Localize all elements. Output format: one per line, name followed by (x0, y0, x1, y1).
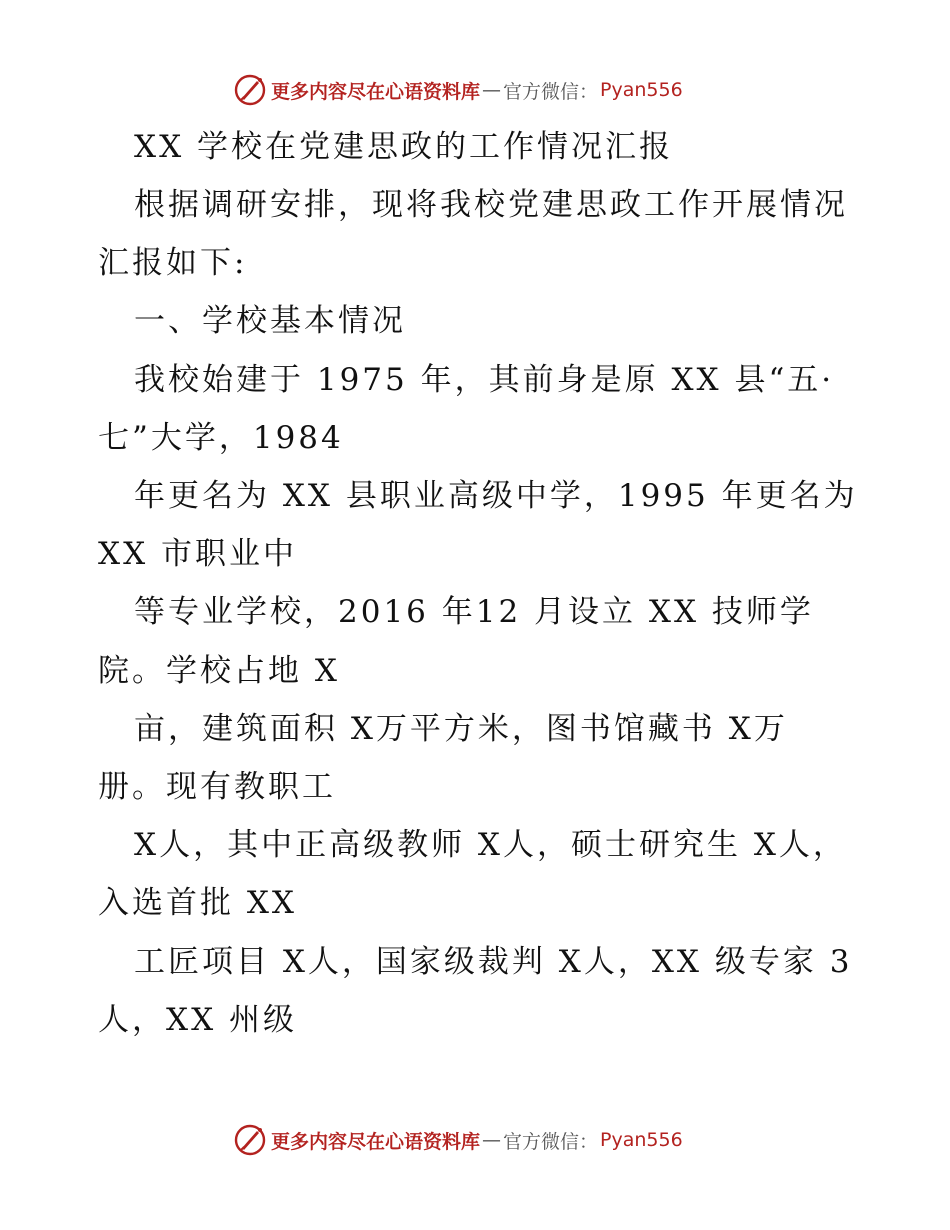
feather-pen-seal-icon (233, 1123, 267, 1157)
watermark-official-label: 官方微信： (503, 1130, 599, 1153)
paragraph-line: 工匠项目 X人，国家级裁判 X人，XX 级专家 3 (134, 944, 853, 980)
paragraph-line: X人，其中正高级教师 X人，硕士研究生 X人， (134, 827, 847, 863)
paragraph-line: 院。学校占地 X (98, 653, 340, 689)
watermark-brand: 更多内容尽在心语资料库 (271, 80, 481, 103)
paragraph-line: 入选首批 XX (98, 885, 297, 921)
footer-watermark (233, 1122, 683, 1158)
section-heading: 一、学校基本情况 (134, 303, 406, 339)
watermark-wechat-id: Pyan556 (600, 79, 683, 101)
paragraph-line: 七”大学，1984 (98, 420, 344, 456)
watermark-brand: 更多内容尽在心语资料库 (271, 1130, 481, 1153)
paragraph-line: 等专业学校，2016 年12 月设立 XX 技师学 (134, 594, 814, 630)
paragraph-line: 册。现有教职工 (98, 769, 336, 805)
paragraph-line: 我校始建于 1975 年，其前身是原 XX 县“五· (134, 362, 835, 398)
document-title: XX 学校在党建思政的工作情况汇报 (134, 129, 673, 165)
watermark-dash: — (482, 79, 502, 101)
feather-pen-seal-icon (233, 73, 267, 107)
watermark-wechat-id: Pyan556 (600, 1129, 683, 1151)
watermark-official-label: 官方微信： (503, 80, 599, 103)
header-watermark (233, 72, 683, 108)
paragraph-line: 亩，建筑面积 X万平方米，图书馆藏书 X万 (134, 711, 788, 747)
paragraph-line: 年更名为 XX 县职业高级中学，1995 年更名为 (134, 478, 858, 514)
paragraph-line: 汇报如下: (98, 245, 248, 281)
watermark-dash: — (482, 1129, 502, 1151)
paragraph-line: 根据调研安排，现将我校党建思政工作开展情况 (134, 187, 848, 223)
paragraph-line: XX 市职业中 (98, 536, 297, 572)
paragraph-line: 人，XX 州级 (98, 1002, 297, 1038)
